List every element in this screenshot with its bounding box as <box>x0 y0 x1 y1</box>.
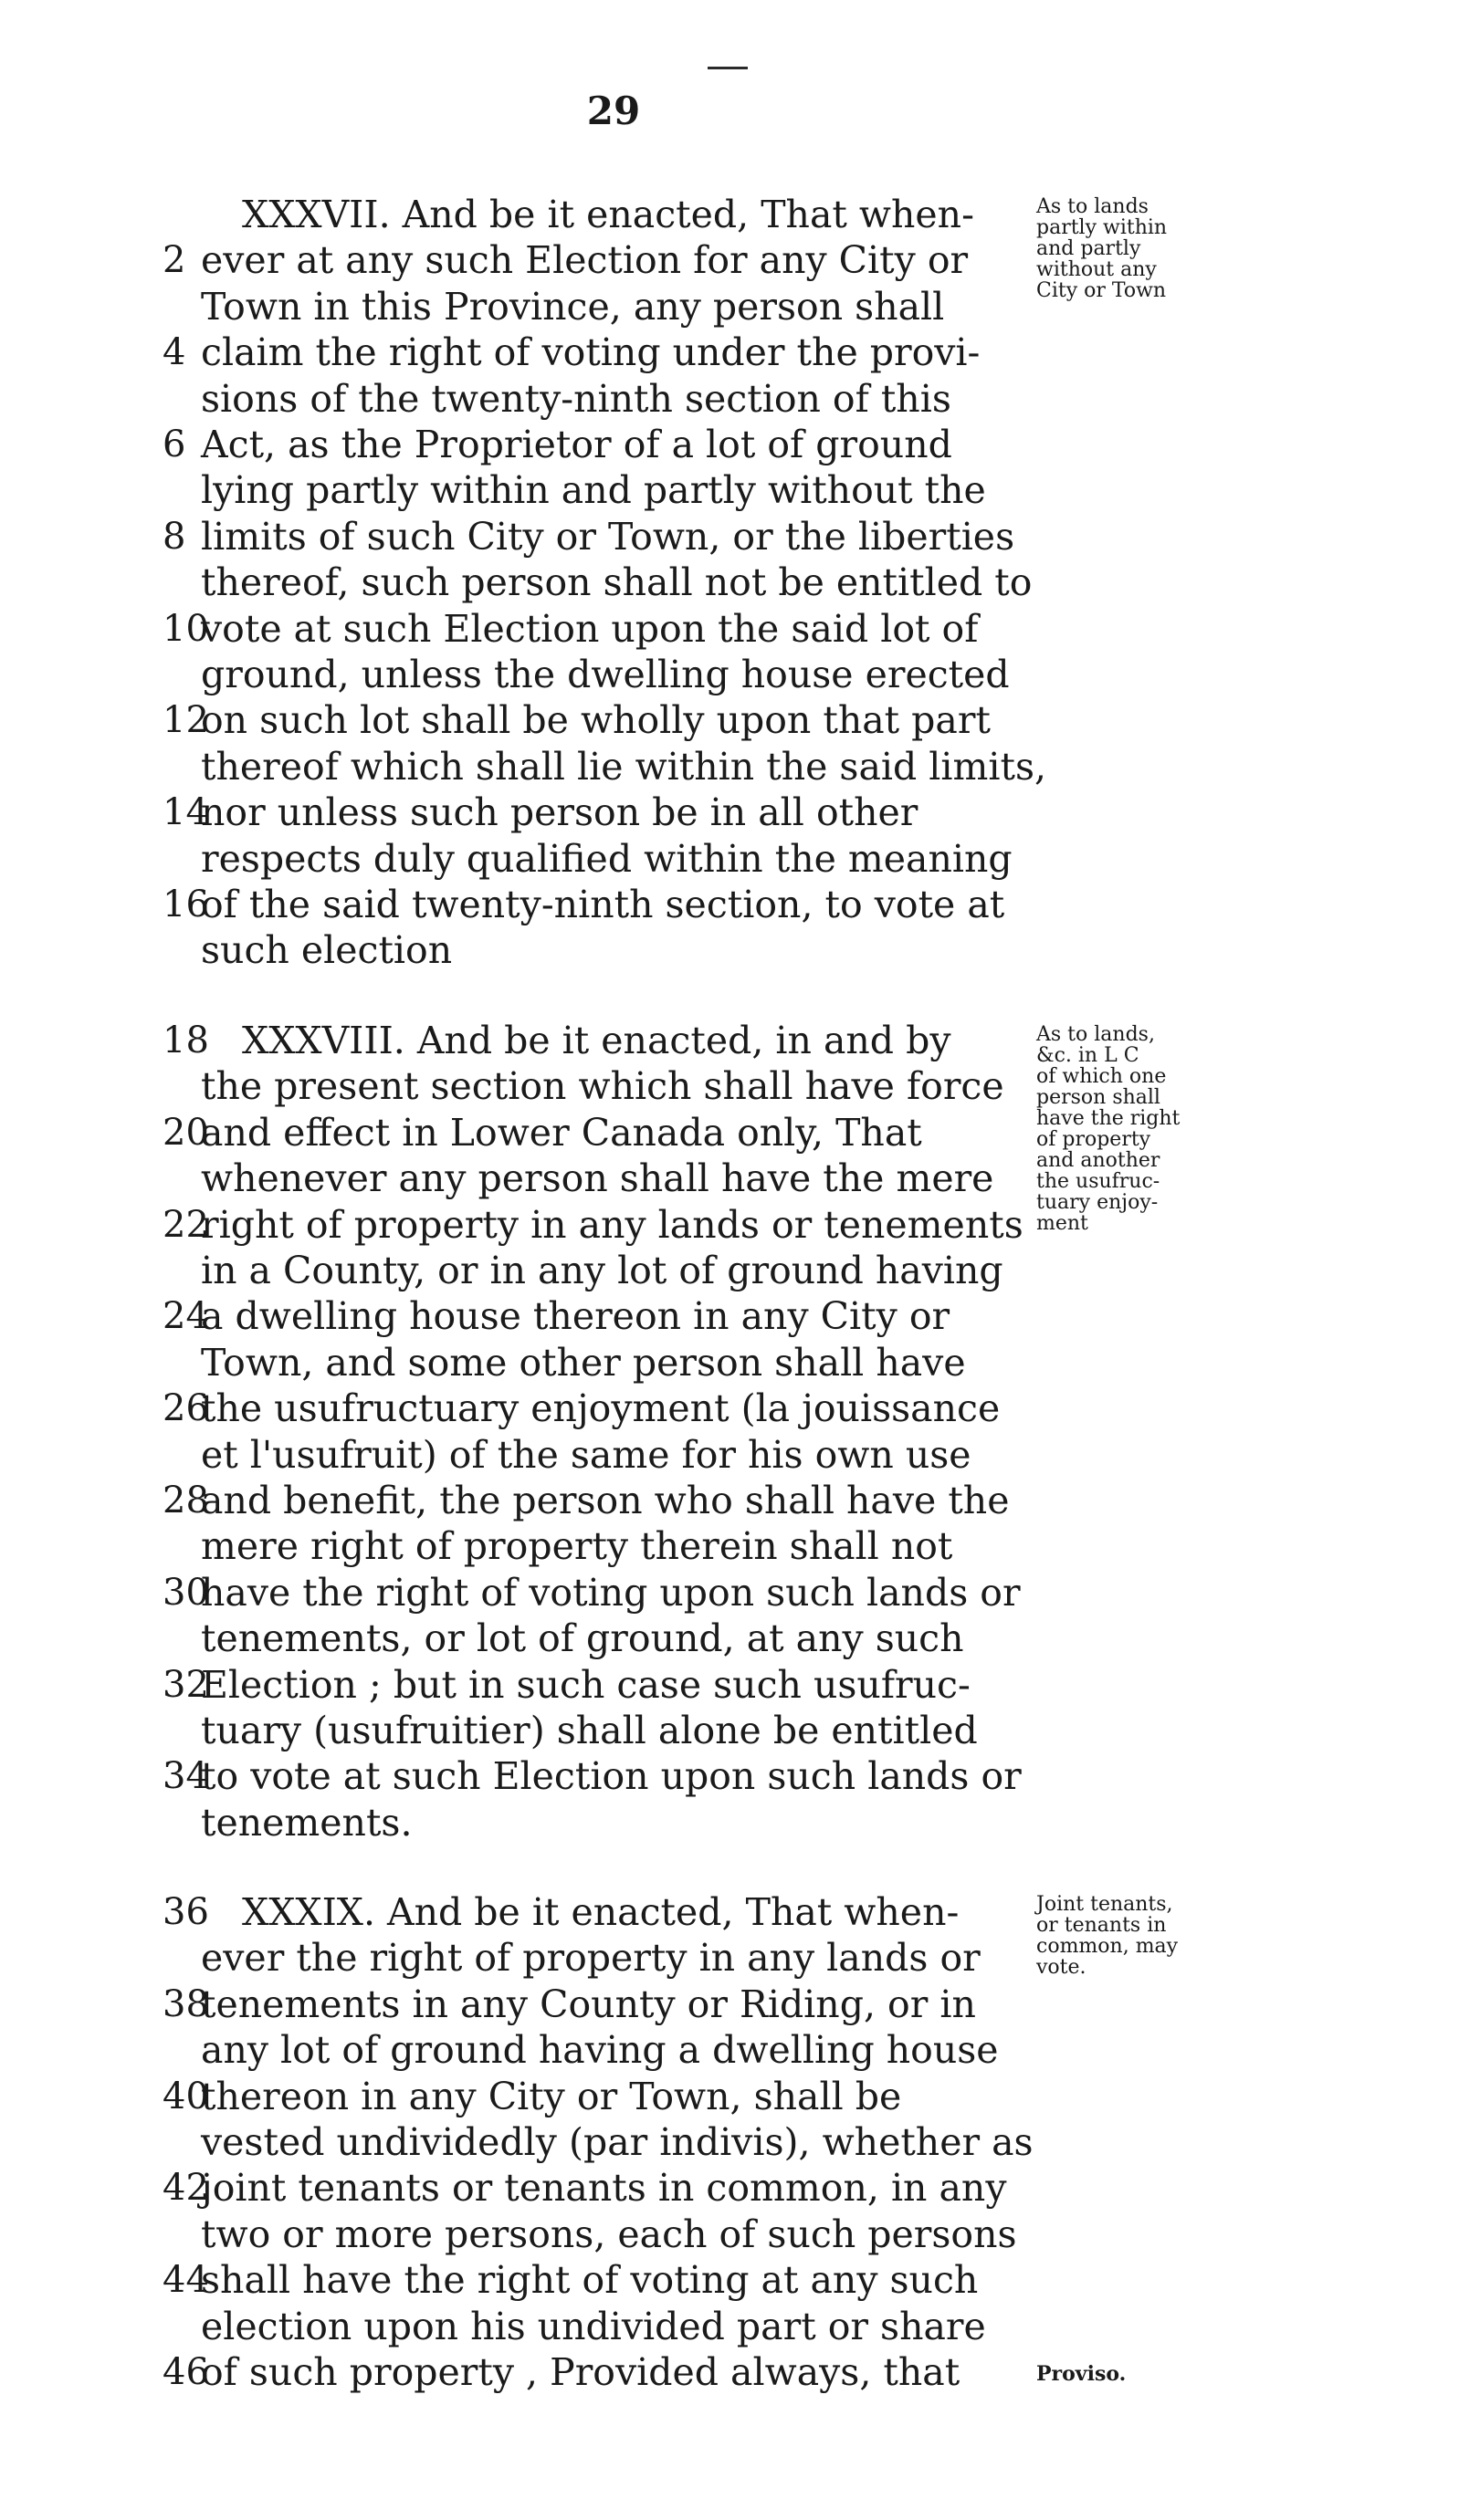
line-number: 28 <box>163 1480 209 1521</box>
header-rule <box>708 67 748 69</box>
margin-note-line: of property <box>1036 1128 1151 1151</box>
text-line: election upon his undivided part or share <box>201 2304 986 2348</box>
section-heading-line: XXXVII. And be it enacted, That when- <box>242 193 974 236</box>
text-line: and benefit, the person who shall have the <box>201 1479 1010 1522</box>
text-line: a dwelling house thereon in any City or <box>201 1294 950 1339</box>
margin-note-line: &c. in L C <box>1036 1044 1139 1067</box>
margin-note-line: City or Town <box>1036 279 1167 302</box>
text-line: tenements in any County or Riding, or in <box>201 1981 976 2026</box>
line-number: 30 <box>163 1571 209 1614</box>
text-line: right of property in any lands or tenements <box>201 1202 1023 1247</box>
margin-note-line: common, may <box>1036 1935 1179 1958</box>
line-number: 8 <box>163 515 186 558</box>
proviso-note: Proviso. <box>1036 2362 1127 2386</box>
text-line: shall have the right of voting at any such <box>201 2258 979 2303</box>
line-number: 10 <box>163 607 209 650</box>
line-number: 18 <box>163 1020 209 1061</box>
margin-note-line: of which one <box>1036 1065 1167 1088</box>
text-line: any lot of ground having a dwelling house <box>201 2028 999 2073</box>
text-line: et l'usufruit) of the same for his own use <box>201 1432 971 1477</box>
margin-note <box>1036 196 1210 301</box>
text-line: ground, unless the dwelling house erected <box>201 653 1010 696</box>
line-number: 22 <box>163 1203 209 1246</box>
text-line: mere right of property therein shall not <box>201 1524 953 1569</box>
margin-note-line: person shall <box>1036 1086 1160 1109</box>
margin-note-line: the usufruc- <box>1036 1170 1160 1193</box>
text-line: and effect in Lower Canada only, That <box>201 1110 922 1155</box>
line-number: 36 <box>163 1891 209 1933</box>
text-line: the usufructuary enjoyment (la jouissance <box>201 1386 1001 1431</box>
margin-note-line: vote. <box>1036 1956 1086 1979</box>
text-line: Town in this Province, any person shall <box>201 284 945 329</box>
text-line: Act, as the Proprietor of a lot of ground <box>201 423 952 466</box>
line-number: 42 <box>163 2167 209 2210</box>
margin-note <box>1036 1894 1210 1978</box>
text-line: thereof which shall lie within the said limits, <box>201 744 1047 789</box>
text-line: in a County, or in any lot of ground having <box>201 1249 1003 1292</box>
text-line: whenever any person shall have the mere <box>201 1156 994 1201</box>
line-number: 20 <box>163 1111 209 1154</box>
text-line: tenements. <box>201 1800 413 1845</box>
line-number: 4 <box>163 331 186 374</box>
line-number: 12 <box>163 699 209 742</box>
margin-note-line: As to lands <box>1036 195 1149 218</box>
line-number: 38 <box>163 1982 209 2025</box>
margin-note-line: and partly <box>1036 237 1141 260</box>
line-number: 2 <box>163 239 186 282</box>
line-number: 40 <box>163 2075 209 2117</box>
text-line: have the right of voting upon such lands or <box>201 1570 1021 1615</box>
section-heading-line: XXXIX. And be it enacted, That when- <box>242 1890 960 1934</box>
margin-note-line: without any <box>1036 258 1157 281</box>
text-line: of the said twenty-ninth section, to vote at <box>201 883 1005 926</box>
line-number: 16 <box>163 884 209 925</box>
section-heading-line: XXXVIII. And be it enacted, in and by <box>242 1019 951 1062</box>
line-number: 14 <box>163 791 209 834</box>
margin-note-line: tuary enjoy- <box>1036 1191 1159 1214</box>
line-number: 24 <box>163 1295 209 1338</box>
text-line: vote at such Election upon the said lot of <box>201 606 979 651</box>
margin-note-line: As to lands, <box>1036 1023 1155 1046</box>
text-line: ever at any such Election for any City or <box>201 238 969 283</box>
text-line: tenements, or lot of ground, at any such <box>201 1616 964 1661</box>
text-line: claim the right of voting under the provi- <box>201 330 981 375</box>
margin-note-line: partly within <box>1036 216 1168 239</box>
text-line: respects duly qualified within the meaning <box>201 836 1013 881</box>
text-line: Election ; but in such case such usufruc- <box>201 1662 971 1707</box>
text-line: to vote at such Election upon such lands or <box>201 1754 1022 1799</box>
margin-note-line: or tenants in <box>1036 1914 1167 1937</box>
text-line: ever the right of property in any lands or <box>201 1936 981 1981</box>
text-line: such election <box>201 928 453 973</box>
text-line: lying partly within and partly without the <box>201 468 986 513</box>
line-number: 32 <box>163 1663 209 1706</box>
text-line: of such property , Provided always, that <box>201 2350 960 2394</box>
text-line: limits of such City or Town, or the liberties <box>201 514 1015 559</box>
line-number: 26 <box>163 1387 209 1430</box>
margin-note-line: and another <box>1036 1149 1160 1172</box>
margin-note-line: Joint tenants, <box>1036 1893 1173 1916</box>
text-line: sions of the twenty-ninth section of this <box>201 376 951 421</box>
text-line: vested undividedly (par indivis), whether as <box>201 2120 1034 2164</box>
margin-note <box>1036 1024 1210 1234</box>
text-line: the present section which shall have force <box>201 1064 1004 1109</box>
line-number: 46 <box>163 2351 209 2393</box>
text-line: two or more persons, each of such persons <box>201 2212 1017 2256</box>
text-line: thereof, such person shall not be entitled to <box>201 560 1033 605</box>
line-number: 44 <box>163 2259 209 2302</box>
line-number: 6 <box>163 423 186 465</box>
margin-note-line: have the right <box>1036 1107 1181 1130</box>
text-line: joint tenants or tenants in common, in any <box>201 2166 1007 2211</box>
margin-note-line: ment <box>1036 1212 1088 1235</box>
text-line: thereon in any City or Town, shall be <box>201 2074 902 2118</box>
text-line: nor unless such person be in all other <box>201 790 918 835</box>
text-line: tuary (usufruitier) shall alone be entitled <box>201 1709 978 1752</box>
text-line: Town, and some other person shall have <box>201 1340 966 1385</box>
page-number: 29 <box>586 89 641 133</box>
text-line: on such lot shall be wholly upon that part <box>201 698 991 743</box>
line-number: 34 <box>163 1755 209 1798</box>
